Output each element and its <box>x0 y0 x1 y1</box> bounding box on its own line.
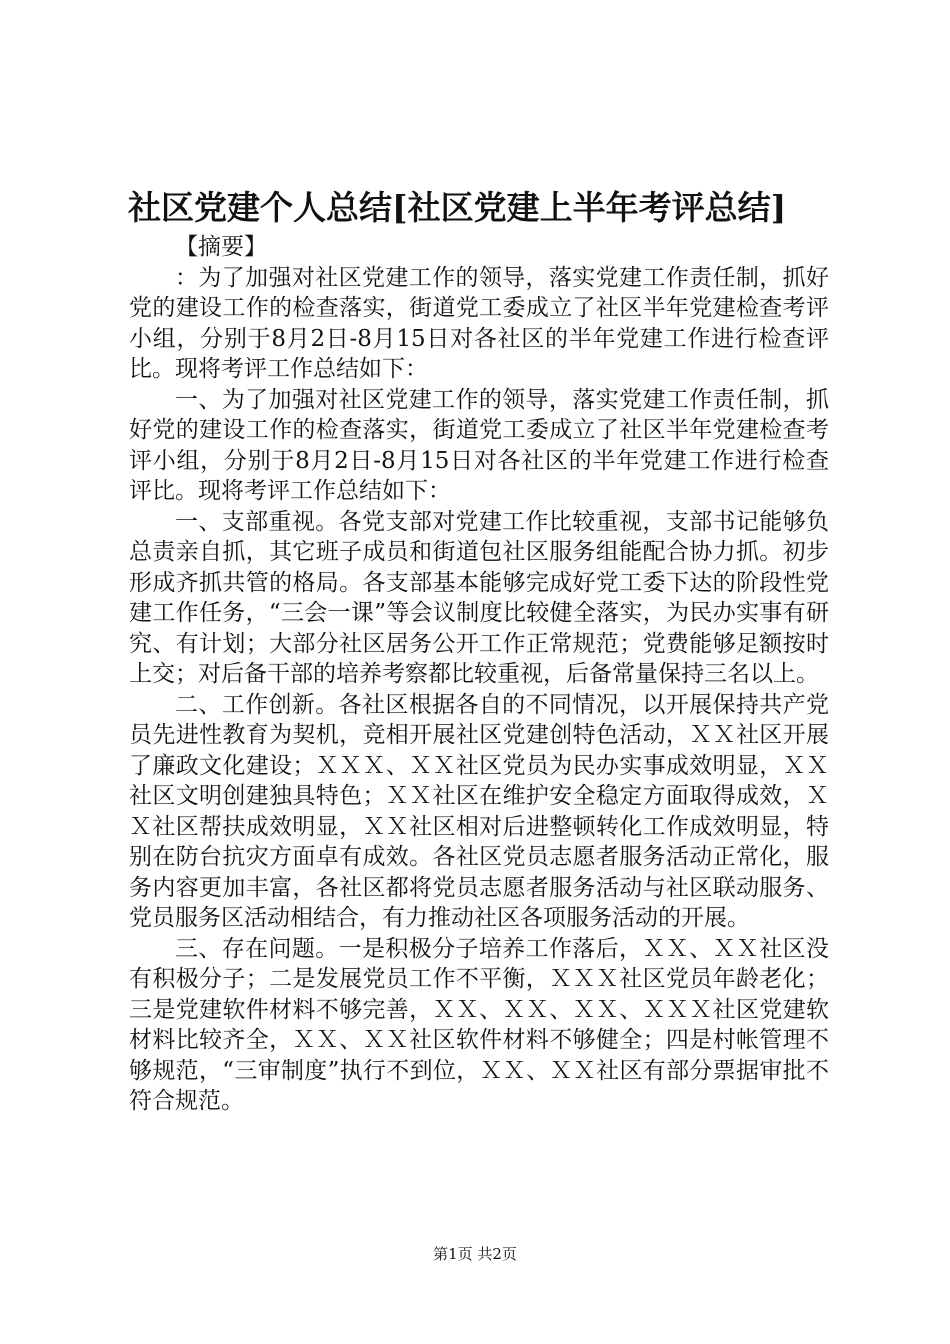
abstract-paragraph: ：为了加强对社区党建工作的领导，落实党建工作责任制，抓好党的建设工作的检查落实，街道党工委成立了社区半年党建检查考评小组，分别于8月2日-8月15日对各社区的半年党建工作进行检查评比。现将考评工作总结如下： <box>129 264 829 382</box>
section-work-innovation: 二、工作创新。各社区根据各自的不同情况，以开展保持共产党员先进性教育为契机，竞相开展社区党建创特色活动，ＸＸ社区开展了廉政文化建设；ＸＸＸ、ＸＸ社区党员为民办实事成效明显，ＸＸ社区文明创建独具特色；ＸＸ社区在维护安全稳定方面取得成效，ＸＸ社区帮扶成效明显，ＸＸ社区相对后进整顿转化工作成效明显，特别在防台抗灾方面卓有成效。各社区党员志愿者服务活动正常化，服务内容更加丰富，各社区都将党员志愿者服务活动与社区联动服务、党员服务区活动相结合，有力推动社区各项服务活动的开展。 <box>129 691 829 931</box>
document-body <box>129 232 829 1117</box>
section-branch-attention: 一、支部重视。各党支部对党建工作比较重视，支部书记能够负总责亲自抓，其它班子成员和街道包社区服务组能配合协力抓。初步形成齐抓共管的格局。各支部基本能够完成好党工委下达的阶段性党建工作任务，“三会一课”等会议制度比较健全落实，为民办实事有研究、有计划；大部分社区居务公开工作正常规范；党费能够足额按时上交；对后备干部的培养考察都比较重视，后备常量保持三名以上。 <box>129 508 829 687</box>
intro-paragraph: 一、为了加强对社区党建工作的领导，落实党建工作责任制，抓好党的建设工作的检查落实，街道党工委成立了社区半年党建检查考评小组，分别于8月2日-8月15日对各社区的半年党建工作进行检查评比。现将考评工作总结如下： <box>129 386 829 504</box>
page-footer: 第1页 共2页 <box>433 1245 517 1263</box>
document-title: 社区党建个人总结[社区党建上半年考评总结] <box>128 188 787 227</box>
abstract-heading: 【摘要】 <box>175 234 267 260</box>
section-existing-problems: 三、存在问题。一是积极分子培养工作落后，ＸＸ、ＸＸ社区没有积极分子；二是发展党员工作不平衡，ＸＸＸ社区党员年龄老化；三是党建软件材料不够完善，ＸＸ、ＸＸ、ＸＸ、ＸＸＸ社区党建软材料比较齐全，ＸＸ、ＸＸ社区软件材料不够健全；四是村帐管理不够规范，“三审制度”执行不到位，ＸＸ、ＸＸ社区有部分票据审批不符合规范。 <box>129 935 829 1114</box>
